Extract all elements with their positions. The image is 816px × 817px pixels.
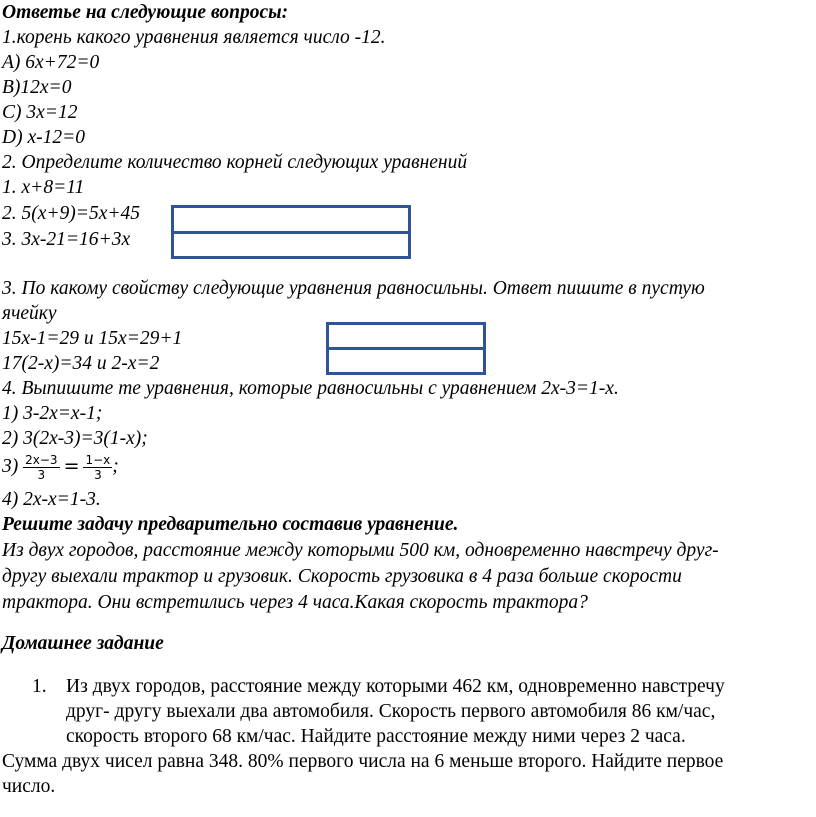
q4-item-3 (2, 449, 119, 484)
fraction-1-denominator: 3 (37, 468, 46, 483)
q3-answer-cell-1[interactable] (326, 322, 486, 350)
q4-item-4: 4) 2x-x=1-3. (2, 489, 101, 510)
homework-item-1-number: 1. (32, 676, 47, 697)
q2-answer-cell-2[interactable] (171, 231, 411, 259)
question-1: 1.корень какого уравнения является число -12. (2, 27, 386, 48)
q1-option-c: C) 3x=12 (2, 102, 78, 123)
q1-option-d: D) x-12=0 (2, 127, 86, 148)
q4-item-1: 1) 3-2x=x-1; (2, 403, 103, 424)
question-3: 3. По какому свойству следующие уравнения равносильны. Ответ пишите в пустую (2, 278, 705, 299)
fraction-1-numerator: 2x−3 (25, 453, 58, 468)
task-heading: Решите задачу предварительно составив уравнение. (2, 514, 459, 535)
homework-item-1-line-1: Из двух городов, расстояние между которыми 462 км, одновременно навстречу (66, 676, 725, 697)
question-4: 4. Выпишите те уравнения, которые равносильны с уравнением 2x-3=1-x. (2, 378, 619, 399)
q2-item-2: 2. 5(x+9)=5x+45 (2, 203, 141, 224)
q2-answer-cell-1[interactable] (171, 205, 411, 234)
q2-item-3: 3. 3x-21=16+3x (2, 229, 131, 250)
homework-heading: Домашнее задание (2, 633, 164, 654)
equals-sign: = (63, 455, 80, 477)
fraction-2-denominator: 3 (94, 468, 102, 483)
fraction-2 (83, 453, 112, 482)
q2-item-1: 1. x+8=11 (2, 177, 85, 198)
fraction-2-numerator: 1−x (85, 453, 111, 468)
q1-option-b: B)12x=0 (2, 77, 72, 98)
homework-item-1-line-2: друг- другу выехали два автомобиля. Скорость первого автомобиля 86 км/час, (66, 701, 716, 722)
task-line-3: трактора. Они встретились через 4 часа.Какая скорость трактора? (2, 592, 588, 613)
page-title: Ответьe на следующие вопросы: (2, 2, 289, 23)
q1-option-a: A) 6x+72=0 (2, 52, 100, 73)
homework-item-1-line-3: скорость второго 68 км/час. Найдите расстояние между ними через 2 часа. (66, 726, 686, 747)
homework-extra-line-1: Сумма двух чисел равна 348. 80% первого числа на 6 меньше второго. Найдите первое (2, 751, 724, 772)
q4-item-2: 2) 3(2x-3)=3(1-x); (2, 428, 148, 449)
q4-item-3-prefix: 3) (2, 456, 19, 477)
q4-item-3-suffix: ; (112, 456, 119, 477)
question-3-cont: ячейку (2, 303, 57, 324)
fraction-1 (23, 453, 59, 482)
task-line-2: другу выехали трактор и грузовик. Скорость грузовика в 4 раза больше скорости (2, 566, 682, 587)
task-line-1: Из двух городов, расстояние между которыми 500 км, одновременно навстречу друг- (2, 540, 719, 561)
homework-extra-line-2: число. (2, 776, 56, 797)
question-2: 2. Определите количество корней следующих уравнений (2, 152, 468, 173)
q3-item-1: 15x-1=29 и 15x=29+1 (2, 328, 183, 349)
q3-item-2: 17(2-x)=34 и 2-x=2 (2, 353, 160, 374)
q3-answer-cell-2[interactable] (326, 347, 486, 375)
